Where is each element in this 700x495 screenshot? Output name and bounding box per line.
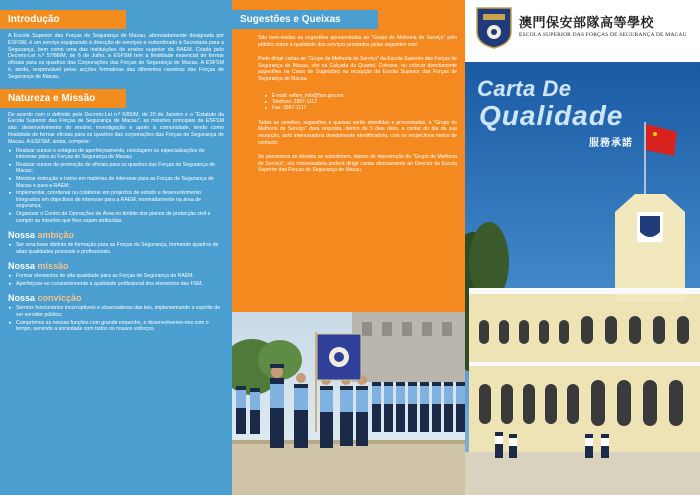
ambicao-heading bbox=[0, 230, 232, 240]
suggestions-escalation: Se porventura as dúvidas se subsistirem, depois de intervenção do "Grupo de Melhoria de Serviço", o/a interessado/a poderá dirigir cartas directamente ao Director da Escola Superior das Forças de Segurança de Macau. bbox=[258, 154, 457, 174]
suggestions-response: Todas as opiniões, sugestões e queixas serão atendidas e processadas, o "Grupo de Melhoria de Serviço" dará resposta, dentro de 5 dias úteis, a contar do dia da sua recepção, ao/à interessado/a devidamente identificado/a, com os respectivos meios de contacto. bbox=[258, 119, 457, 146]
intro-text: A Escola Superior das Forças de Segurança de Macau, abreviadamente designada por ESFSM, é um serviço equiparado à direcção de serviços e subordinado à Secretaria para a Segurança, bem como uma das instituições de ensino superior da RAEM. Criada pelo Decreto-Lei n.º 57/88/M, de 6 de Julho, a ESFSM tem a finalidade essencial de formar oficiais para os quadros das Corporações das Forças de Segurança de Macau. A ESFSM é, ainda, responsável pelas acções formativas das diferentes carreiras das Forças de Segurança de Macau. bbox=[8, 33, 224, 80]
parade-illustration bbox=[232, 312, 465, 495]
middle-panel bbox=[232, 0, 465, 495]
heading-word: Nossa bbox=[8, 230, 36, 241]
list-item: ▸ Realizar cursos e estágios de aperfeiçoamento, reciclagem ou especializações de interesse para as Forças de Segurança de Macau; bbox=[16, 148, 224, 161]
contact-phone: ▸ Telefone: 2887-1112 bbox=[272, 99, 457, 105]
cover-title-line1: Carta De bbox=[477, 76, 572, 101]
parade-photo bbox=[232, 312, 465, 495]
list-item: ▸ Organizar o Centro de Operações de Área no âmbito dos planos de protecção civil e cumprir as missões que lhes sejam atribuídas. bbox=[16, 211, 224, 224]
heading-word: Nossa bbox=[8, 261, 36, 272]
school-emblem-icon bbox=[475, 6, 513, 55]
heading-word-accent: missão bbox=[37, 261, 69, 272]
cover-title-cn: 服務承諾 bbox=[589, 138, 633, 149]
cover-image bbox=[465, 62, 700, 495]
list-item: ▸ Cumprirmos as nossas funções com grande empenho, e desenvolvermo-nos com o tempo, servindo a sociedade com todos os nossos esforços. bbox=[16, 320, 224, 333]
list-item: ▸ Implementar, coordenar ou colaborar em projectos de estudo e desenvolvimento integrados em objectivos de interesse para a RAEM, nomeadamente na área de segurança; bbox=[16, 190, 224, 210]
missao-heading bbox=[0, 261, 232, 271]
list-item: ▸ Sermos funcionários incorruptíveis e observadores das leis, implementando o espírito de ser servidor público; bbox=[16, 305, 224, 318]
heading-word-accent: ambição bbox=[37, 230, 75, 241]
ambicao-list bbox=[0, 242, 232, 255]
list-item: ▸ Ser uma base distinta de formação para as Forças de Segurança, formando quadros de altas qualidades pessoais e profissionais. bbox=[16, 242, 224, 255]
nature-text: De acordo com o definido pelo Decreto-Lei n.º 5/85/M, de 20 de Janeiro e o "Estatuto da Escola Superior das Forças de Segurança de Macau", as missões principais da ESFSM são: desenvolvimento do ensino, investigação e apoio à comunidade, tendo como finalidade de formar oficiais para os quadros das corporações das Forças de Segurança de Macau. A ESFSM, ainda, compete: bbox=[8, 111, 224, 145]
cover-title-line2: Qualidade bbox=[479, 100, 624, 131]
intro-heading: Introdução bbox=[0, 10, 126, 29]
heading-word: Nossa bbox=[8, 293, 36, 304]
suggestions-mail: Pode dirigir cartas ao "Grupo de Melhoria de Serviço" da Escola Superior das Forças de Segurança de Macau, sito na Calçada do Quartel, Coloane, ou colocar directamente sugestões na Caixa de Sugestões na recepção da Escola Superior das Forças de Segurança de Macau. bbox=[258, 56, 457, 82]
conviccao-heading bbox=[0, 293, 232, 303]
heading-word-accent: convicção bbox=[37, 293, 82, 304]
list-item: ▸ Formar elementos de alta qualidade para as Forças de Segurança da RAEM; bbox=[16, 273, 224, 280]
suggestions-heading: Sugestões e Queixas bbox=[232, 10, 378, 29]
contact-list bbox=[232, 91, 465, 112]
contact-fax: ▸ Fax: 2887-1117 bbox=[272, 105, 457, 111]
missao-list bbox=[0, 273, 232, 287]
conviccao-list bbox=[0, 305, 232, 332]
list-item: ▸ Aperfeiçoar-se constantemente a qualidade profissional dos elementos das FSM. bbox=[16, 281, 224, 288]
list-item: ▸ Ministrar instrução e treino em matérias de interesse para as Forças de Segurança de Macau e para a RAEM; bbox=[16, 176, 224, 189]
nature-list bbox=[0, 148, 232, 225]
left-panel bbox=[0, 0, 232, 495]
list-item: ▸ Realizar cursos de promoção de oficiais para os quadros das Forças de Segurança de Macau; bbox=[16, 162, 224, 175]
school-name-pt: ESCOLA SUPERIOR DAS FORÇAS DE SEGURANÇA DE MACAU bbox=[519, 32, 687, 38]
contact-email: ▸ E-mail: esfsm_info@fsm.gov.mo bbox=[272, 93, 457, 99]
suggestions-intro: São bem-vindas as sugestões apresentadas ao "Grupo de Melhoria de Serviço" pelo público sobre a qualidade dos serviços prestados pelas seguintes vias: bbox=[258, 35, 457, 48]
right-panel bbox=[465, 0, 700, 495]
school-name-cn: 澳門保安部隊高等學校 bbox=[519, 16, 655, 31]
nature-heading: Natureza e Missão bbox=[0, 89, 126, 108]
